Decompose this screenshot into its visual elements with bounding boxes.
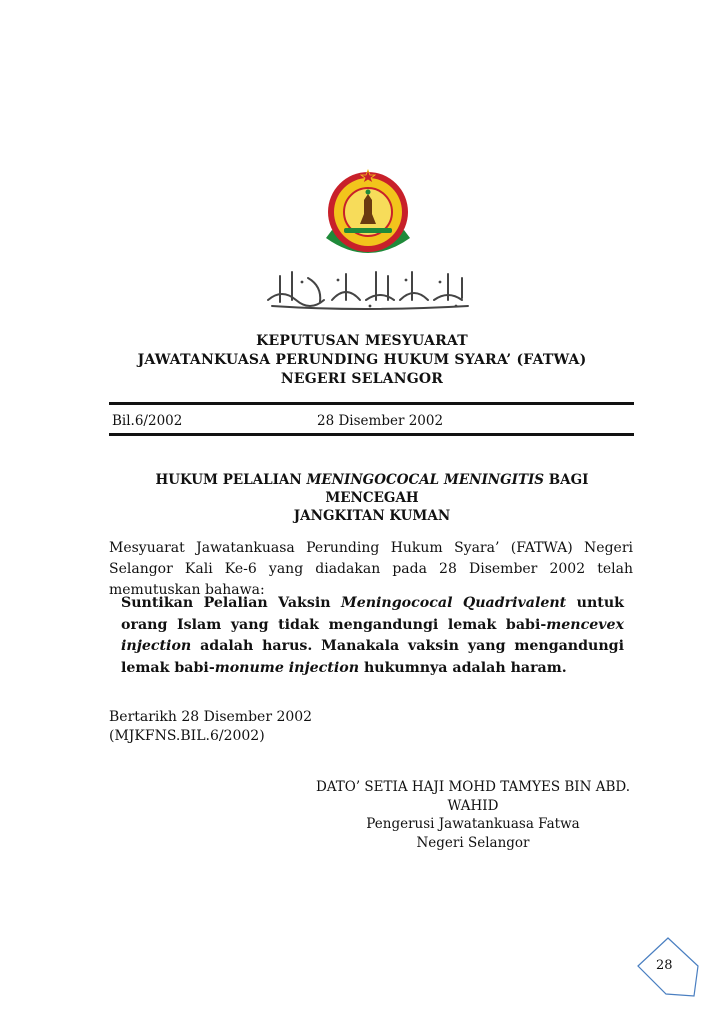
fatwa-decision: Suntikan Pelalian Vaksin Meningococal Quadrivalent untuk orang Islam yang tidak mengandungi lemak babi-mencevex injection adalah harus. Manakala vaksin yang mengandungi lemak babi-monume injection hukumnya adalah haram.	[121, 595, 624, 676]
injection-halal: mencevex injection	[121, 616, 624, 654]
heading-line-3: NEGERI SELANGOR	[280, 371, 444, 387]
top-rule	[109, 402, 634, 405]
bottom-rule	[109, 433, 634, 436]
reference-code: (MJKFNS.BIL.6/2002)	[109, 728, 265, 744]
signatory-state: Negeri Selangor	[416, 834, 530, 851]
reference-date: 28 Disember 2002	[317, 413, 444, 429]
injection-haram: monume injection	[214, 659, 360, 676]
signatory-name: DATO’ SETIA HAJI MOHD TAMYES BIN ABD. WAHID	[315, 779, 631, 814]
signatory-block	[290, 778, 656, 852]
reference-number: Bil.6/2002	[112, 413, 183, 429]
arabic-calligraphy-icon	[262, 266, 476, 312]
heading-line-1: KEPUTUSAN MESYUARAT	[256, 333, 468, 349]
dated-line: Bertarikh 28 Disember 2002	[109, 709, 313, 725]
page-number: 28	[656, 958, 673, 973]
heading-line-2: JAWATANKUASA PERUNDING HUKUM SYARA’ (FATWA)	[137, 352, 587, 368]
subject-line-2: JANGKITAN KUMAN	[293, 508, 451, 524]
vaccine-name: Meningococal Quadrivalent	[341, 595, 567, 611]
signatory-title: Pengerusi Jawatankuasa Fatwa	[366, 816, 580, 832]
intro-paragraph: Mesyuarat Jawatankuasa Perunding Hukum Syara’ (FATWA) Negeri Selangor Kali Ke-6 yang diadakan pada 28 Disember 2002 telah memutuskan bahawa:	[109, 540, 633, 598]
subject-title: HUKUM PELALIAN MENINGOCOCAL MENINGITIS BAGI MENCEGAH JANGKITAN KUMAN	[130, 471, 614, 525]
jabatan-mufti-emblem-icon	[320, 168, 416, 264]
subject-italic: MENINGOCOCAL MENINGITIS	[306, 472, 545, 488]
